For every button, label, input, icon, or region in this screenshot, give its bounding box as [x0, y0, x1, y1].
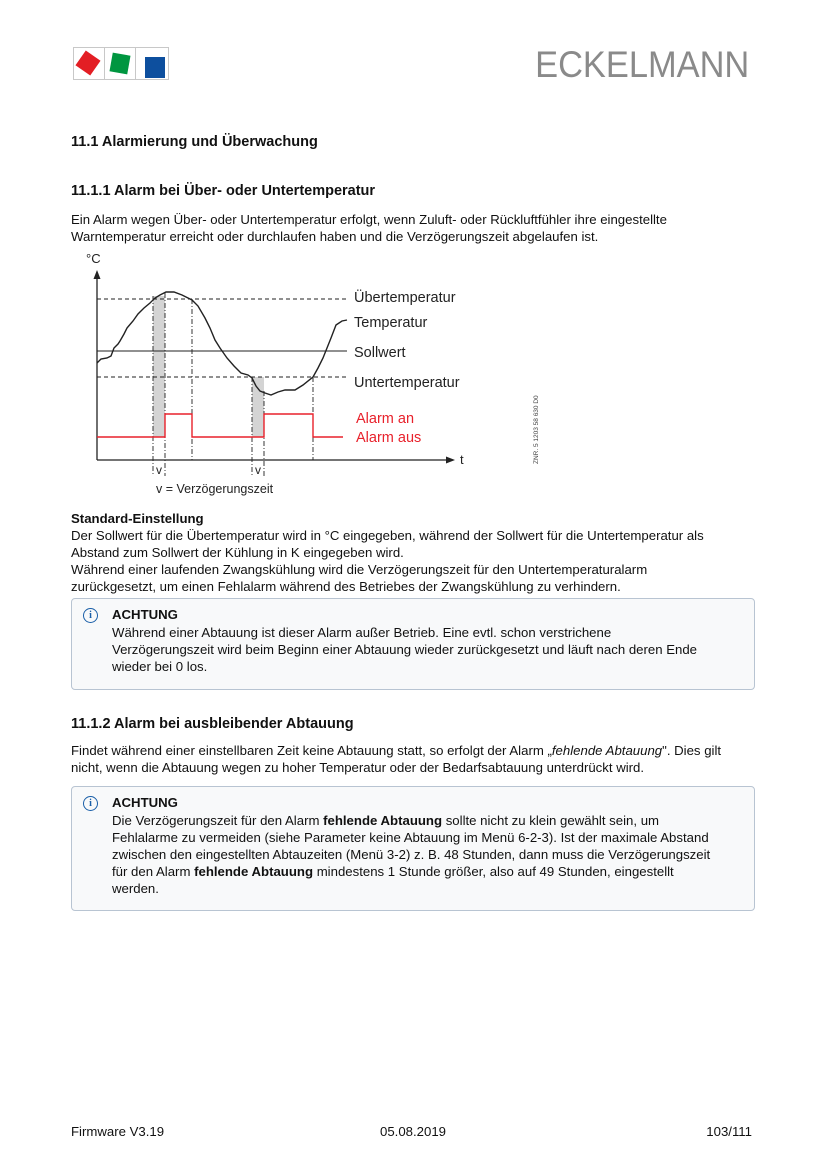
- text-line: Verzögerungszeit wird beim Beginn einer Abtauung wieder zurückgesetzt und läuft nach deren Ende: [112, 642, 698, 657]
- logo-blue-square: [145, 57, 165, 78]
- brand-name: ECKELMANN: [534, 44, 749, 85]
- label-undertemperature: Untertemperatur: [354, 375, 460, 391]
- text-line: Während einer laufenden Zwangskühlung wird die Verzögerungszeit für den Untertemperaturalarm: [71, 562, 648, 577]
- text-fragment: ". Dies gilt: [662, 743, 722, 758]
- label-temperature: Temperatur: [354, 315, 428, 331]
- delay-legend: v = Verzögerungszeit: [156, 482, 274, 496]
- text-line: nicht, wenn die Abtauung wegen zu hoher Temperatur oder der Bedarfsabtauung unterdrückt wird.: [71, 760, 645, 775]
- text-line: wieder bei 0 los.: [112, 659, 208, 674]
- x-axis-label: t: [460, 452, 464, 467]
- standard-settings-heading: Standard-Einstellung: [71, 511, 204, 526]
- label-alarm-off: Alarm aus: [356, 430, 422, 446]
- bold-term: fehlende Abtauung: [323, 813, 443, 828]
- warning-note-1: [71, 598, 755, 690]
- y-axis-arrow-icon: [94, 270, 101, 279]
- company-logo: [73, 47, 169, 80]
- section-title: 11.1 Alarmierung und Überwachung: [71, 134, 318, 150]
- text-line: zwischen den eingestellten Abtauzeiten (Menü 3-2) z. B. 48 Stunden, dann muss die Verzögerungszeit: [112, 847, 711, 862]
- delay-marker-1: v: [156, 463, 162, 477]
- text-fragment: Die Verzögerungszeit für den Alarm: [112, 813, 324, 828]
- x-axis-arrow-icon: [446, 457, 455, 464]
- intro-paragraph-2: [71, 742, 761, 776]
- text-line: Während einer Abtauung ist dieser Alarm außer Betrieb. Eine evtl. schon verstrichene: [112, 625, 612, 640]
- label-alarm-on: Alarm an: [356, 411, 415, 427]
- note-title: ACHTUNG: [112, 795, 178, 810]
- note-title: ACHTUNG: [112, 607, 178, 622]
- delay-marker-2: v: [255, 463, 261, 477]
- intro-paragraph-1: [71, 211, 761, 245]
- italic-term: fehlende Abtauung: [551, 743, 663, 758]
- logo-green-square: [109, 53, 130, 75]
- label-setpoint: Sollwert: [354, 345, 406, 361]
- text-fragment: Findet während einer einstellbaren Zeit keine Abtauung statt, so erfolgt der Alarm „: [71, 743, 552, 758]
- subsection-title-2: 11.1.2 Alarm bei ausbleibender Abtauung: [71, 716, 354, 732]
- note-body: [112, 624, 742, 675]
- text-fragment: sollte nicht zu klein gewählt sein, um: [442, 813, 660, 828]
- info-icon: i: [83, 796, 98, 811]
- bold-term: fehlende Abtauung: [194, 864, 314, 879]
- footer-date: 05.08.2019: [380, 1124, 447, 1139]
- text-fragment: für den Alarm: [112, 864, 195, 879]
- y-axis-label: °C: [86, 251, 101, 266]
- text-line: Abstand zum Sollwert der Kühlung in K eingegeben wird.: [71, 545, 404, 560]
- text-line: Der Sollwert für die Übertemperatur wird in °C eingegeben, während der Sollwert für die Untertemperatur als: [71, 528, 704, 543]
- intro-line: Ein Alarm wegen Über- oder Untertemperatur erfolgt, wenn Zuluft- oder Rückluftfühler ihre eingestellte: [71, 212, 667, 227]
- logo-red-square: [75, 50, 100, 75]
- text-line: werden.: [112, 881, 159, 896]
- footer-firmware: Firmware V3.19: [71, 1124, 165, 1139]
- subsection-title-1: 11.1.1 Alarm bei Über- oder Untertemperatur: [71, 183, 376, 199]
- diagram-reference-code: ZNR. 5 1203 58 630 D0: [533, 395, 540, 464]
- standard-settings-paragraph: [71, 510, 761, 595]
- footer-page-number: 103/111: [706, 1124, 752, 1139]
- info-icon: i: [83, 608, 98, 623]
- text-line: zurückgesetzt, um einen Fehlalarm während des Betriebes der Zwangskühlung zu verhindern.: [71, 579, 621, 594]
- label-overtemperature: Übertemperatur: [354, 290, 456, 306]
- note-body: [112, 812, 742, 897]
- intro-line: Warntemperatur erreicht oder durchlaufen haben und die Verzögerungszeit abgelaufen ist.: [71, 229, 599, 244]
- warning-note-2: [71, 786, 755, 911]
- temperature-alarm-diagram: [60, 248, 560, 500]
- text-line: Fehlalarme zu vermeiden (siehe Parameter keine Abtauung im Menü 6-2-3). Ist der maximale Abstand: [112, 830, 709, 845]
- text-fragment: mindestens 1 Stunde größer, also auf 49 Stunden, eingestellt: [313, 864, 674, 879]
